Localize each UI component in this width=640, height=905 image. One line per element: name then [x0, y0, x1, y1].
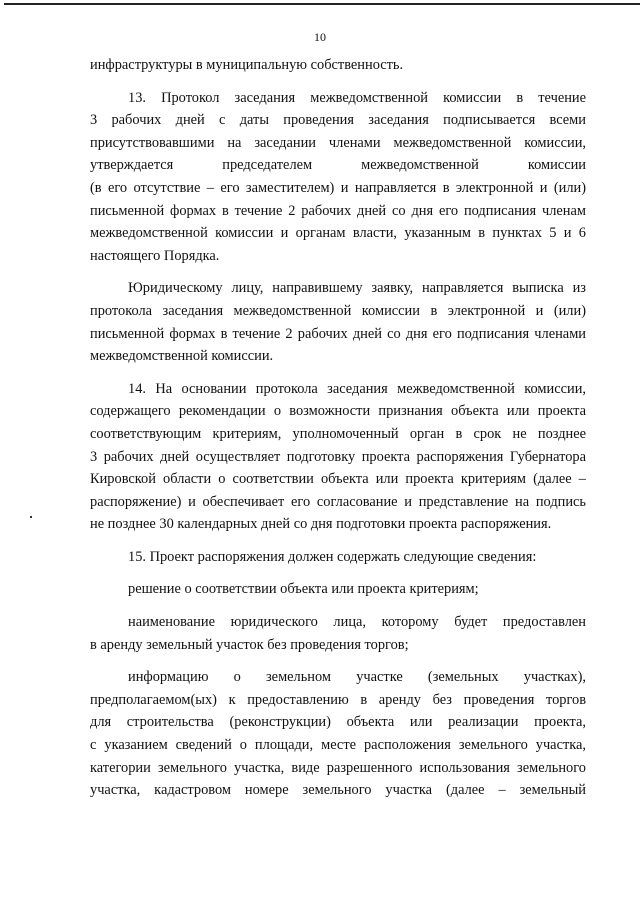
paragraph-gap — [90, 601, 586, 611]
text-line: соответствующим критериям, уполномоченный орган в срок не позднее — [90, 425, 586, 442]
paragraph — [90, 666, 586, 802]
text-line: 13. Протокол заседания межведомственной комиссии в течение — [128, 89, 586, 106]
text-line: Юридическому лицу, направившему заявку, направляется выписка из — [128, 280, 586, 297]
paragraph — [90, 611, 586, 656]
text-line: 3 рабочих дней осуществляет подготовку проекта распоряжения Губернатора — [90, 448, 586, 465]
text-line: решение о соответствии объекта или проекта критериям; — [128, 581, 479, 598]
text-line: письменной формах в течение 2 рабочих дней со дня его подписания членами — [90, 325, 586, 342]
page-number: 10 — [314, 30, 326, 44]
paragraph — [90, 277, 586, 367]
text-line: не позднее 30 календарных дней со дня подготовки проекта распоряжения. — [90, 516, 552, 533]
text-line: участка, кадастровом номере земельного участка (далее – земельный — [90, 782, 586, 799]
text-line: предполагаемом(ых) к предоставлению в аренду без проведения торгов — [90, 691, 586, 708]
top-border-line — [4, 3, 640, 5]
text-line: межведомственной комиссии. — [90, 348, 274, 365]
text-line: наименование юридического лица, которому будет предоставлен — [128, 614, 586, 631]
text-line: для строительства (реконструкции) объекта или реализации проекта, — [90, 714, 586, 731]
text-line: присутствовавшими на заседании членами межведомственной комиссии, — [90, 134, 586, 151]
text-line: (в его отсутствие – его заместителем) и направляется в электронной и (или) — [90, 179, 586, 196]
text-line: распоряжение) и обеспечивает его согласование и представление на подпись — [90, 493, 586, 510]
text-line: категории земельного участка, виде разрешенного использования земельного — [90, 759, 586, 776]
text-line: 15. Проект распоряжения должен содержать следующие сведения: — [128, 548, 537, 565]
paragraph-gap — [90, 656, 586, 666]
paragraph-gap — [90, 368, 586, 378]
paragraph-gap — [90, 568, 586, 578]
paragraph — [90, 378, 586, 536]
text-line: настоящего Порядка. — [90, 247, 220, 264]
text-line: с указанием сведений о площади, месте расположения земельного участка, — [90, 737, 586, 754]
text-line: письменной формах в течение 2 рабочих дней со дня его подписания членам — [90, 202, 586, 219]
paragraph — [90, 54, 586, 77]
paragraph — [90, 87, 586, 268]
text-line: информацию о земельном участке (земельных участках), — [128, 669, 586, 686]
paragraph — [90, 546, 586, 569]
text-line: 14. На основании протокола заседания межведомственной комиссии, — [128, 380, 586, 397]
text-line: утверждается председателем межведомственной комиссии — [90, 157, 586, 174]
margin-speck — [30, 516, 32, 518]
document-body — [90, 54, 586, 802]
text-line: инфраструктуры в муниципальную собственность. — [90, 57, 404, 73]
text-line: 3 рабочих дней с даты проведения заседания подписывается всеми — [90, 112, 586, 129]
paragraph-gap — [90, 267, 586, 277]
text-line: Кировской области о соответствии объекта или проекта критериям (далее – — [90, 471, 586, 488]
paragraph — [90, 578, 586, 601]
paragraph-gap — [90, 77, 586, 87]
text-line: в аренду земельный участок без проведения торгов; — [90, 636, 409, 653]
paragraph-gap — [90, 536, 586, 546]
text-line: протокола заседания межведомственной комиссии в электронной и (или) — [90, 302, 586, 319]
text-line: содержащего рекомендации о возможности признания объекта или проекта — [90, 403, 586, 420]
text-line: межведомственной комиссии и органам власти, указанным в пунктах 5 и 6 — [90, 225, 586, 242]
